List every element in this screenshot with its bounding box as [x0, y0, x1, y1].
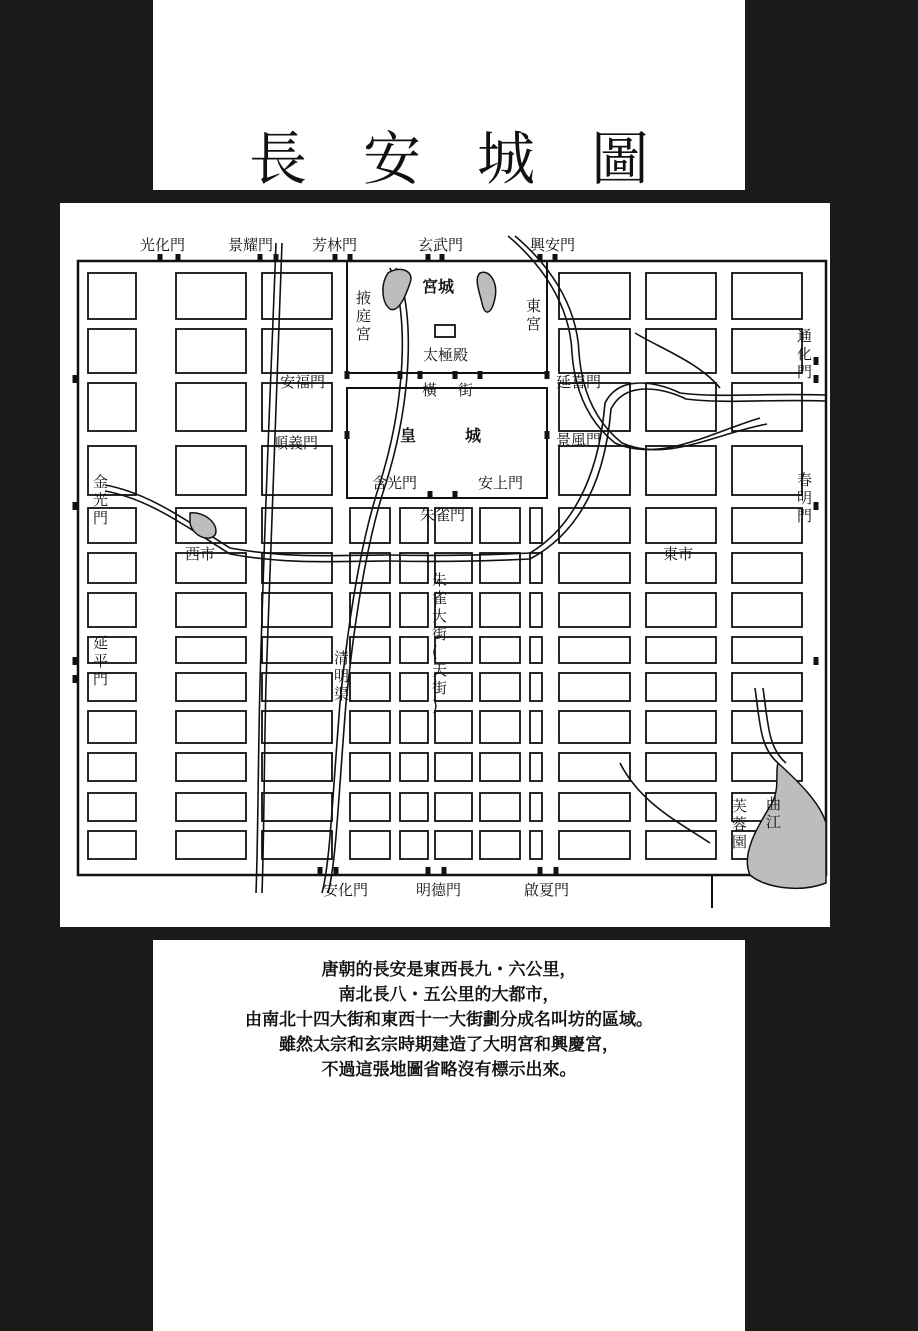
gate-label: 金光門: [93, 473, 109, 527]
ward-block: [559, 273, 630, 319]
ward-block: [559, 673, 630, 701]
page-title: 長安城圖: [248, 125, 705, 193]
gate-marker: [398, 371, 403, 379]
gate-marker: [73, 502, 78, 510]
gate-label: 景耀門: [228, 236, 274, 254]
ward-block: [400, 711, 428, 743]
ward-block: [732, 329, 802, 373]
ward-block: [262, 553, 332, 583]
gate-marker: [158, 254, 163, 262]
ward-block: [559, 753, 630, 781]
gate-marker: [442, 867, 447, 875]
east-gate-labels: [797, 327, 812, 525]
ward-block: [530, 753, 542, 781]
ward-block: [88, 711, 136, 743]
ward-block: [262, 673, 332, 701]
ward-block: [262, 593, 332, 627]
ward-block: [559, 593, 630, 627]
gate-label: 興安門: [530, 236, 576, 254]
gate-label: 含光門: [372, 474, 418, 492]
ward-block: [88, 329, 136, 373]
main-avenue-label: 朱雀大街(天街): [432, 571, 448, 715]
changan-map: [60, 203, 830, 927]
ward-block: [350, 508, 390, 543]
gate-marker: [814, 375, 819, 383]
ward-block: [262, 273, 332, 319]
east-palace-label: 東宮: [526, 297, 542, 333]
canal-label: 清明渠: [334, 649, 350, 703]
ward-block: [435, 831, 472, 859]
gate-marker: [538, 254, 543, 262]
gate-marker: [426, 254, 431, 262]
ward-block: [732, 273, 802, 319]
ward-block: [732, 637, 802, 663]
ward-block: [88, 793, 136, 821]
gate-marker: [545, 431, 550, 439]
map-panel: [60, 203, 830, 927]
gate-label: 順義門: [273, 434, 319, 452]
caption-line: 由南北十四大街和東西十一大街劃分成名叫坊的區域。: [245, 1010, 653, 1030]
ward-block: [400, 553, 428, 583]
ward-block: [646, 273, 716, 319]
ward-block: [350, 637, 390, 663]
palace-pond: [383, 269, 411, 309]
ward-block: [646, 446, 716, 495]
ward-block: [262, 637, 332, 663]
ward-block: [176, 637, 246, 663]
gate-label: 玄武門: [418, 236, 464, 254]
yeting-palace-label: 掖庭宮: [356, 289, 372, 343]
west-gate-labels: [93, 473, 108, 688]
gate-marker: [318, 867, 323, 875]
gate-marker: [73, 375, 78, 383]
ward-block: [732, 508, 802, 543]
gate-marker: [554, 867, 559, 875]
south-gate-labels: [323, 881, 569, 899]
gate-label: 通化門: [797, 327, 813, 381]
ward-block: [176, 383, 246, 431]
ward-block: [350, 673, 390, 701]
east-pond: [477, 272, 495, 312]
ward-block: [646, 753, 716, 781]
ward-block: [480, 593, 520, 627]
gate-label: 景風門: [556, 431, 602, 449]
ward-block: [646, 508, 716, 543]
gate-marker: [176, 254, 181, 262]
ward-block: [400, 831, 428, 859]
street-label: 街: [458, 381, 474, 399]
caption-text: [153, 958, 745, 1083]
ward-block: [400, 593, 428, 627]
caption-panel: [153, 940, 745, 1331]
ward-block: [480, 553, 520, 583]
ward-block: [559, 553, 630, 583]
ward-block: [176, 329, 246, 373]
ward-block: [350, 753, 390, 781]
lake-label: 曲江: [766, 795, 782, 831]
caption-line: 南北長八・五公里的大都市，: [338, 985, 560, 1005]
gate-label: 安化門: [323, 881, 369, 899]
gate-marker: [545, 371, 550, 379]
street-label: 橫: [422, 381, 438, 399]
ward-block: [88, 273, 136, 319]
ward-block: [530, 793, 542, 821]
ward-block: [88, 753, 136, 781]
imperial-city-label: 皇: [400, 426, 417, 445]
imperial-city-label: 城: [465, 426, 482, 445]
ward-block: [530, 711, 542, 743]
ward-block: [732, 553, 802, 583]
ward-block: [400, 673, 428, 701]
gate-marker: [538, 867, 543, 875]
ward-block: [88, 593, 136, 627]
ward-block: [530, 831, 542, 859]
gate-label: 啟夏門: [524, 881, 570, 899]
ward-block: [400, 753, 428, 781]
ward-block: [480, 673, 520, 701]
gate-marker: [418, 371, 423, 379]
caption-line: 雖然太宗和玄宗時期建造了大明宮和興慶宮，: [279, 1035, 619, 1055]
palace-labels: [356, 277, 541, 445]
gate-marker: [428, 491, 433, 499]
gate-marker: [814, 357, 819, 365]
ward-block: [400, 793, 428, 821]
gate-marker: [333, 254, 338, 262]
gate-label: 明德門: [416, 881, 462, 899]
ward-block: [262, 753, 332, 781]
north-gate-labels: [140, 236, 575, 254]
ward-block: [176, 711, 246, 743]
ward-block: [732, 593, 802, 627]
ward-block: [176, 593, 246, 627]
ward-block: [559, 711, 630, 743]
gate-marker: [73, 675, 78, 683]
gate-marker: [348, 254, 353, 262]
ward-block: [732, 446, 802, 495]
gate-label: 安福門: [280, 373, 326, 391]
gate-marker: [334, 867, 339, 875]
caption-line: 不過這張地圖省略沒有標示出來。: [321, 1060, 577, 1080]
caption-line: 唐朝的長安是東西長九・六公里，: [321, 960, 577, 980]
ward-block: [559, 793, 630, 821]
ward-block: [176, 673, 246, 701]
gate-marker: [553, 254, 558, 262]
ward-block: [350, 831, 390, 859]
ward-block: [262, 711, 332, 743]
ward-block: [88, 553, 136, 583]
ward-block: [176, 446, 246, 495]
gate-label: 延喜門: [556, 373, 602, 391]
west-market-label: 西市: [185, 545, 216, 563]
ward-block: [176, 273, 246, 319]
gate-marker: [73, 657, 78, 665]
ward-block: [88, 383, 136, 431]
ward-block: [176, 793, 246, 821]
ward-block: [530, 637, 542, 663]
gate-marker: [345, 371, 350, 379]
ward-block: [646, 831, 716, 859]
west-market-pond: [190, 513, 216, 538]
ward-block: [646, 593, 716, 627]
gate-marker: [814, 502, 819, 510]
gate-label: 春明門: [797, 471, 813, 525]
ward-block: [176, 753, 246, 781]
ward-block: [480, 753, 520, 781]
ward-block: [350, 711, 390, 743]
gate-marker: [453, 491, 458, 499]
gate-marker: [345, 431, 350, 439]
ward-block: [559, 446, 630, 495]
ward-block: [530, 673, 542, 701]
ward-block: [480, 508, 520, 543]
gate-marker: [814, 657, 819, 665]
taiji-hall-marker: [435, 325, 455, 337]
ward-block: [435, 753, 472, 781]
ward-block: [400, 637, 428, 663]
ward-block: [480, 793, 520, 821]
ward-block: [732, 673, 802, 701]
gate-label: 朱雀門: [420, 506, 466, 524]
ward-block: [559, 831, 630, 859]
ward-block: [262, 793, 332, 821]
taiji-hall-label: 太極殿: [423, 346, 469, 364]
gate-label: 光化門: [140, 236, 186, 254]
water-bodies: [190, 269, 826, 888]
palace-city-label: 宮城: [422, 277, 455, 296]
ward-block: [350, 793, 390, 821]
ward-block: [530, 593, 542, 627]
gate-marker: [453, 371, 458, 379]
ward-block: [435, 711, 472, 743]
gate-marker: [274, 254, 279, 262]
ward-block: [176, 831, 246, 859]
ward-block: [646, 673, 716, 701]
ward-block: [262, 831, 332, 859]
waterways: [105, 236, 826, 893]
east-market-label: 東市: [663, 545, 694, 563]
ward-block: [88, 831, 136, 859]
gate-label: 芳林門: [312, 236, 358, 254]
gate-marker: [258, 254, 263, 262]
ward-block: [480, 711, 520, 743]
gate-label: 延平門: [93, 634, 109, 688]
ward-block: [559, 637, 630, 663]
ward-block: [530, 508, 542, 543]
gate-label: 安上門: [478, 474, 524, 492]
ward-block: [435, 793, 472, 821]
ward-block: [646, 711, 716, 743]
title-panel: [153, 0, 745, 193]
gate-marker: [478, 371, 483, 379]
ward-block: [646, 329, 716, 373]
garden-label: 芙蓉園: [732, 797, 748, 851]
ward-block: [480, 637, 520, 663]
gate-marker: [426, 867, 431, 875]
gate-marker: [440, 254, 445, 262]
ward-block: [480, 831, 520, 859]
ward-block: [646, 637, 716, 663]
